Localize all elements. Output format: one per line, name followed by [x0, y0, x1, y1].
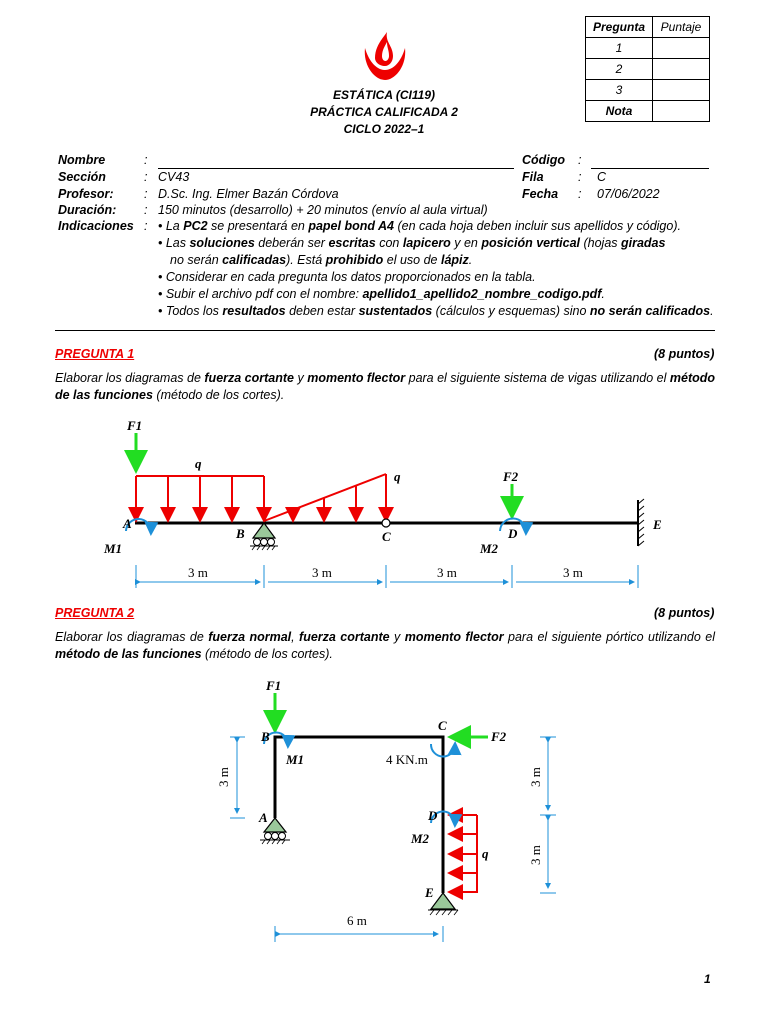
score-col-pregunta: Pregunta: [586, 17, 653, 38]
fecha-label: Fecha: [522, 187, 559, 201]
colon: :: [578, 170, 582, 184]
university-logo: [357, 30, 413, 86]
indicacion-4: • Subir el archivo pdf con el nombre: apellido1_apellido2_nombre_codigo.pdf.: [158, 287, 605, 301]
indicacion-2: • Las soluciones deberán ser escritas con lapicero y en posición vertical (hojas giradas: [158, 236, 666, 250]
codigo-field: [591, 168, 709, 169]
q2-uniform-load: [451, 815, 477, 893]
q1-fixed-support-e: [638, 499, 644, 546]
fecha-value: 07/06/2022: [597, 187, 660, 201]
q1-beam-diagram: [0, 410, 768, 590]
q1-label-d: D: [508, 526, 518, 541]
q1-uniform-load: [136, 476, 264, 519]
colon: :: [144, 187, 148, 201]
q2-title: PREGUNTA 2: [55, 606, 135, 620]
q1-dim-3: 3 m: [437, 565, 457, 580]
q1-hinge-c: [382, 519, 390, 527]
q2-dim-right-bottom: 3 m: [528, 845, 543, 865]
q2-points: (8 puntos): [654, 606, 715, 620]
nombre-label: Nombre: [58, 153, 106, 167]
profesor-value: D.Sc. Ing. Elmer Bazán Córdova: [158, 187, 339, 201]
profesor-label: Profesor:: [58, 187, 114, 201]
q1-label-m2: M2: [480, 541, 499, 556]
q2-label-e: E: [425, 885, 434, 900]
q1-statement: Elaborar los diagramas de fuerza cortante y momento flector para el siguiente sistema de vigas utilizando el método de las funciones (método de los cortes).: [55, 371, 716, 402]
q2-frame-diagram: [0, 670, 768, 950]
indicacion-1: • La PC2 se presentará en papel bond A4 (en cada hoja deben incluir sus apellidos y código).: [158, 219, 681, 233]
q2-label-f2: F2: [491, 729, 507, 744]
indicacion-2-cont: no serán calificadas). Está prohibido el uso de lápiz.: [170, 253, 473, 267]
q1-dim-4: 3 m: [563, 565, 583, 580]
fila-value: C: [597, 170, 607, 184]
score-col-puntaje: Puntaje: [653, 17, 710, 38]
q2-label-f1: F1: [266, 678, 282, 693]
nombre-field: [158, 168, 514, 169]
colon: :: [578, 153, 582, 167]
q2-label-b: B: [261, 729, 270, 744]
q1-dim-2: 3 m: [312, 565, 332, 580]
score-cell: [653, 59, 710, 80]
q1-support-b: [250, 523, 278, 550]
q1-label-q1: q: [195, 456, 202, 471]
score-cell: [653, 80, 710, 101]
score-row-2: 2: [586, 59, 653, 80]
q1-dim-1: 3 m: [188, 565, 208, 580]
page-number: 1: [704, 972, 711, 986]
q2-dim-bottom: 6 m: [347, 913, 367, 928]
indicaciones-label: Indicaciones: [58, 219, 134, 233]
q2-label-m1: M1: [286, 752, 305, 767]
q1-title: PREGUNTA 1: [55, 347, 135, 361]
seccion-label: Sección: [58, 170, 106, 184]
q2-statement: Elaborar los diagramas de fuerza normal, fuerza cortante y momento flector para el siguiente pórtico utilizando el método de las funciones (método de los cortes).: [55, 630, 715, 661]
score-cell: [653, 101, 710, 122]
q1-label-b: B: [236, 526, 245, 541]
q1-triangular-load: [264, 474, 386, 521]
duracion-label: Duración:: [58, 203, 117, 217]
score-row-3: 3: [586, 80, 653, 101]
separator-line: [55, 330, 715, 331]
q1-label-a: A: [123, 516, 132, 531]
colon: :: [144, 170, 148, 184]
colon: :: [144, 219, 148, 233]
indicacion-3: • Considerar en cada pregunta los datos proporcionados en la tabla.: [158, 270, 536, 284]
score-table: [585, 16, 710, 122]
q2-dim-left: 3 m: [216, 767, 231, 787]
seccion-value: CV43: [158, 170, 190, 184]
score-row-1: 1: [586, 38, 653, 59]
course-title: ESTÁTICA (CI119): [332, 88, 435, 102]
q2-label-q: q: [482, 846, 489, 861]
q2-label-d: D: [428, 808, 438, 823]
q2-label-moment: 4 KN.m: [386, 752, 428, 767]
duracion-value: 150 minutos (desarrollo) + 20 minutos (envío al aula virtual): [158, 203, 488, 217]
q1-label-c: C: [382, 529, 391, 544]
q1-points: (8 puntos): [654, 347, 715, 361]
colon: :: [578, 187, 582, 201]
q1-label-f1: F1: [127, 418, 143, 433]
q2-label-c: C: [438, 718, 447, 733]
cycle-title: CICLO 2022–1: [343, 122, 425, 136]
colon: :: [144, 203, 148, 217]
fila-label: Fila: [522, 170, 544, 184]
codigo-label: Código: [522, 153, 566, 167]
colon: :: [144, 153, 148, 167]
exam-title: PRÁCTICA CALIFICADA 2: [310, 105, 458, 119]
indicacion-5: • Todos los resultados deben estar sustentados (cálculos y esquemas) sino no serán calificados.: [158, 304, 714, 318]
score-cell: [653, 38, 710, 59]
q2-dim-right-top: 3 m: [528, 767, 543, 787]
q2-label-m2: M2: [411, 831, 430, 846]
q1-label-f2: F2: [503, 469, 519, 484]
q1-label-q2: q: [394, 469, 401, 484]
q2-label-a: A: [259, 810, 268, 825]
q1-label-m1: M1: [104, 541, 123, 556]
score-row-nota: Nota: [586, 101, 653, 122]
q1-label-e: E: [653, 517, 662, 532]
